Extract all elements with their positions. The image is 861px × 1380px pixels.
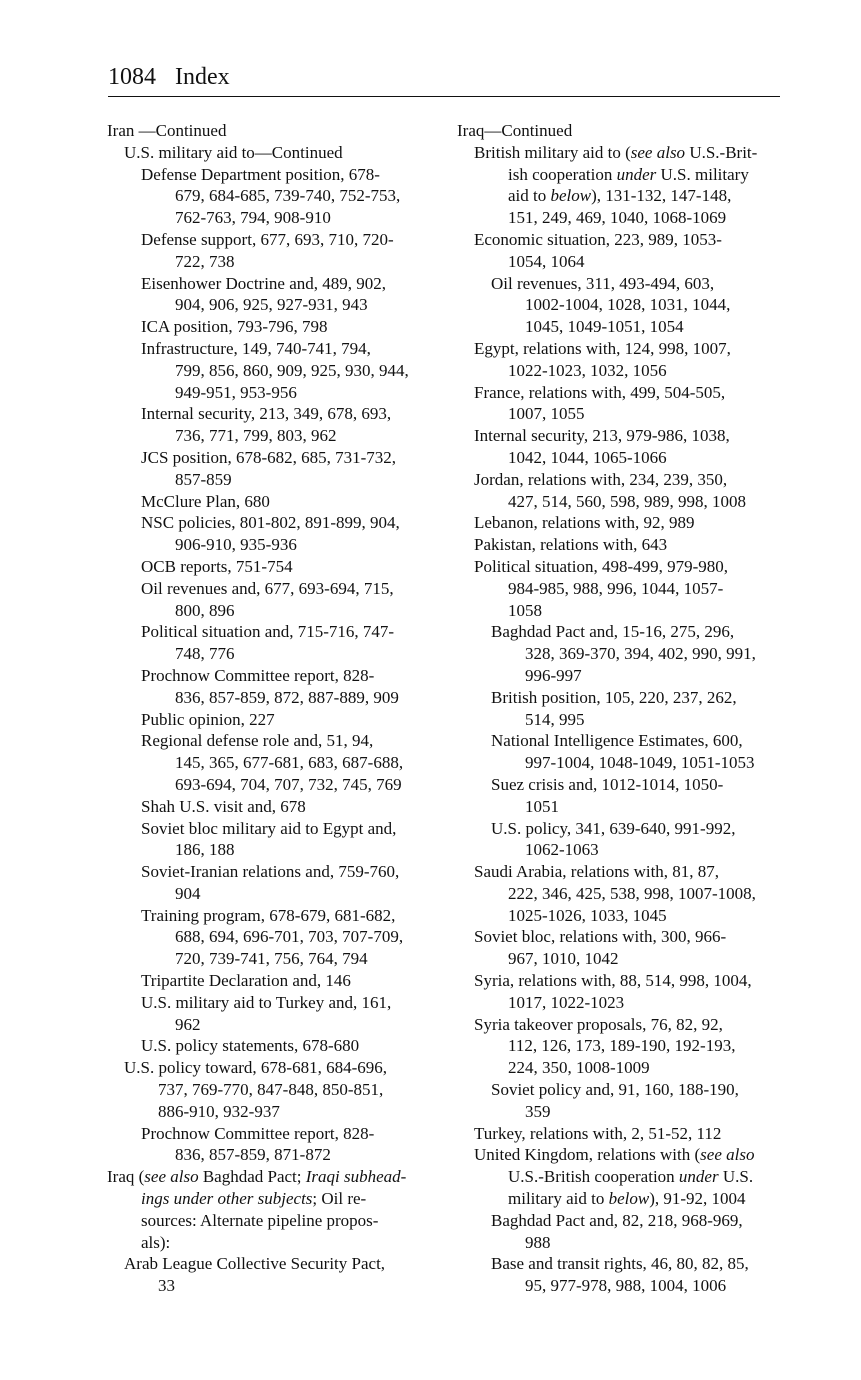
entry-heading-line: Egypt, relations with, 124, 998, 1007, <box>474 338 731 358</box>
entry-continuation-line: ings under other subjects; Oil re- <box>141 1189 367 1209</box>
index-entry <box>457 1144 787 1209</box>
entry-heading-line: Base and transit rights, 46, 80, 82, 85, <box>491 1254 749 1274</box>
entry-continuation-line: 857-859 <box>175 469 232 489</box>
entry-continuation-line: 762-763, 794, 908-910 <box>175 208 331 228</box>
entry-continuation-line: 1002-1004, 1028, 1031, 1044, <box>525 295 731 315</box>
entry-continuation-line: 1058 <box>508 600 542 620</box>
entry-heading-line: Lebanon, relations with, 92, 989 <box>474 513 695 533</box>
index-entry <box>107 796 447 818</box>
entry-heading-line: ICA position, 793-796, 798 <box>141 317 328 337</box>
entry-heading-line: British military aid to (see also U.S.-Brit- <box>474 142 758 162</box>
index-entry <box>457 926 787 970</box>
entry-heading-line: United Kingdom, relations with (see also <box>474 1145 755 1165</box>
page-header <box>108 64 780 97</box>
entry-heading-line: Jordan, relations with, 234, 239, 350, <box>474 469 728 489</box>
entry-continuation-line: 427, 514, 560, 598, 989, 998, 1008 <box>508 491 746 511</box>
index-entry <box>457 512 787 534</box>
entry-heading-line: Defense Department position, 678- <box>141 164 380 184</box>
index-entry <box>107 316 447 338</box>
entry-continuation-line: 1051 <box>525 796 559 816</box>
entry-heading-line: Political situation, 498-499, 979-980, <box>474 556 729 576</box>
index-entry <box>107 905 447 970</box>
entry-continuation-line: 904, 906, 925, 927-931, 943 <box>175 295 368 315</box>
entry-heading-line: Soviet-Iranian relations and, 759-760, <box>141 862 400 882</box>
entry-continuation-line: U.S.-British cooperation under U.S. <box>508 1167 754 1187</box>
entry-heading-line: Arab League Collective Security Pact, <box>124 1254 386 1274</box>
entry-continuation-line: 33 <box>158 1276 175 1296</box>
page-number: 1084 <box>108 64 156 90</box>
entry-continuation-line: 984-985, 988, 996, 1044, 1057- <box>508 578 724 598</box>
index-entry <box>107 1253 447 1297</box>
entry-continuation-line: 836, 857-859, 872, 887-889, 909 <box>175 687 399 707</box>
index-entry <box>107 142 447 164</box>
entry-continuation-line: 693-694, 704, 707, 732, 745, 769 <box>175 774 402 794</box>
entry-heading-line: Baghdad Pact and, 15-16, 275, 296, <box>491 622 735 642</box>
entry-continuation-line: 799, 856, 860, 909, 925, 930, 944, <box>175 360 409 380</box>
index-entry <box>457 861 787 926</box>
entry-continuation-line: 186, 188 <box>175 840 235 860</box>
index-entry <box>457 1123 787 1145</box>
index-entry <box>107 229 447 273</box>
entry-heading-line: Defense support, 677, 693, 710, 720- <box>141 229 394 249</box>
entry-heading-line: NSC policies, 801-802, 891-899, 904, <box>141 513 400 533</box>
entry-heading-line: JCS position, 678-682, 685, 731-732, <box>141 447 397 467</box>
index-column-right <box>457 120 787 1297</box>
index-entry <box>457 229 787 273</box>
entry-continuation-line: 359 <box>525 1101 551 1121</box>
entry-continuation-line: 1042, 1044, 1065-1066 <box>508 447 667 467</box>
entry-continuation-line: 737, 769-770, 847-848, 850-851, <box>158 1080 384 1100</box>
entry-continuation-line: 904 <box>175 883 201 903</box>
index-entry <box>457 142 787 229</box>
entry-continuation-line: 906-910, 935-936 <box>175 535 297 555</box>
entry-heading-line: Internal security, 213, 349, 678, 693, <box>141 404 392 424</box>
entry-heading-line: Eisenhower Doctrine and, 489, 902, <box>141 273 387 293</box>
entry-heading-line: Prochnow Committee report, 828- <box>141 1123 375 1143</box>
entry-continuation-line: 688, 694, 696-701, 703, 707-709, <box>175 927 404 947</box>
entry-continuation-line: military aid to below), 91-92, 1004 <box>508 1189 746 1209</box>
entry-continuation-line: 1045, 1049-1051, 1054 <box>525 317 684 337</box>
index-entry <box>107 621 447 665</box>
entry-continuation-line: 1007, 1055 <box>508 404 585 424</box>
entry-heading-line: Tripartite Declaration and, 146 <box>141 971 351 991</box>
index-entry <box>107 447 447 491</box>
entry-heading-line: Economic situation, 223, 989, 1053- <box>474 229 722 249</box>
index-entry <box>457 621 787 686</box>
index-entry <box>457 534 787 556</box>
entry-continuation-line: ish cooperation under U.S. military <box>508 164 749 184</box>
entry-heading-line: U.S. military aid to—Continued <box>124 142 343 162</box>
entry-continuation-line: 722, 738 <box>175 251 235 271</box>
entry-continuation-line: 514, 995 <box>525 709 585 729</box>
entry-continuation-line: 328, 369-370, 394, 402, 990, 991, <box>525 644 756 664</box>
index-entry <box>107 120 447 142</box>
entry-continuation-line: 222, 346, 425, 538, 998, 1007-1008, <box>508 883 756 903</box>
entry-heading-line: Public opinion, 227 <box>141 709 275 729</box>
index-entry <box>457 382 787 426</box>
index-entry <box>107 730 447 795</box>
entry-continuation-line: 997-1004, 1048-1049, 1051-1053 <box>525 753 755 773</box>
entry-continuation-line: 1022-1023, 1032, 1056 <box>508 360 667 380</box>
index-entry <box>457 818 787 862</box>
index-entry <box>107 273 447 317</box>
entry-heading-line: Soviet policy and, 91, 160, 188-190, <box>491 1080 739 1100</box>
entry-continuation-line: 145, 365, 677-681, 683, 687-688, <box>175 753 404 773</box>
entry-continuation-line: 720, 739-741, 756, 764, 794 <box>175 949 368 969</box>
entry-heading-line: Soviet bloc military aid to Egypt and, <box>141 818 397 838</box>
index-entry <box>107 709 447 731</box>
index-entry <box>107 578 447 622</box>
index-entry <box>107 1123 447 1167</box>
index-entry <box>457 687 787 731</box>
entry-continuation-line: sources: Alternate pipeline propos- <box>141 1210 379 1230</box>
index-entry <box>457 1014 787 1079</box>
entry-heading-line: Turkey, relations with, 2, 51-52, 112 <box>474 1123 722 1143</box>
entry-heading-line: France, relations with, 499, 504-505, <box>474 382 726 402</box>
index-entry <box>107 338 447 403</box>
index-entry <box>457 120 787 142</box>
entry-continuation-line: 967, 1010, 1042 <box>508 949 619 969</box>
entry-heading-line: Pakistan, relations with, 643 <box>474 535 668 555</box>
entry-continuation-line: 800, 896 <box>175 600 235 620</box>
index-entry <box>457 338 787 382</box>
entry-heading-line: Soviet bloc, relations with, 300, 966- <box>474 927 727 947</box>
entry-continuation-line: 736, 771, 799, 803, 962 <box>175 426 337 446</box>
entry-continuation-line: aid to below), 131-132, 147-148, <box>508 186 732 206</box>
entry-continuation-line: 112, 126, 173, 189-190, 192-193, <box>508 1036 736 1056</box>
index-entry <box>107 164 447 229</box>
index-entry <box>457 556 787 621</box>
index-entry <box>457 730 787 774</box>
entry-heading-line: Syria, relations with, 88, 514, 998, 1004, <box>474 971 752 991</box>
entry-continuation-line: 1017, 1022-1023 <box>508 992 625 1012</box>
entry-heading-line: Iraq (see also Baghdad Pact; Iraqi subhead- <box>107 1167 407 1187</box>
entry-continuation-line: 1062-1063 <box>525 840 599 860</box>
entry-heading-line: Iraq—Continued <box>457 121 573 140</box>
entry-heading-line: Iran —Continued <box>107 121 227 140</box>
index-entry <box>457 1079 787 1123</box>
entry-heading-line: Political situation and, 715-716, 747- <box>141 622 395 642</box>
entry-continuation-line: 679, 684-685, 739-740, 752-753, <box>175 186 401 206</box>
entry-continuation-line: 95, 977-978, 988, 1004, 1006 <box>525 1276 727 1296</box>
index-entry <box>457 425 787 469</box>
entry-heading-line: Training program, 678-679, 681-682, <box>141 905 396 925</box>
entry-continuation-line: 988 <box>525 1232 551 1252</box>
entry-continuation-line: 224, 350, 1008-1009 <box>508 1058 650 1078</box>
entry-heading-line: Syria takeover proposals, 76, 82, 92, <box>474 1014 723 1034</box>
entry-continuation-line: 886-910, 932-937 <box>158 1101 280 1121</box>
index-entry <box>457 273 787 338</box>
index-entry <box>457 774 787 818</box>
index-entry <box>107 556 447 578</box>
entry-heading-line: Oil revenues and, 677, 693-694, 715, <box>141 578 394 598</box>
entry-heading-line: Infrastructure, 149, 740-741, 794, <box>141 338 371 358</box>
index-entry <box>107 970 447 992</box>
entry-continuation-line: als): <box>141 1232 171 1252</box>
entry-continuation-line: 748, 776 <box>175 644 235 664</box>
entry-heading-line: Baghdad Pact and, 82, 218, 968-969, <box>491 1210 743 1230</box>
entry-continuation-line: 151, 249, 469, 1040, 1068-1069 <box>508 208 727 228</box>
index-entry <box>107 491 447 513</box>
entry-heading-line: U.S. military aid to Turkey and, 161, <box>141 992 392 1012</box>
entry-continuation-line: 1054, 1064 <box>508 251 585 271</box>
entry-heading-line: OCB reports, 751-754 <box>141 556 293 576</box>
entry-continuation-line: 1025-1026, 1033, 1045 <box>508 905 667 925</box>
entry-heading-line: Internal security, 213, 979-986, 1038, <box>474 426 730 446</box>
index-entry <box>457 970 787 1014</box>
index-entry <box>107 512 447 556</box>
entry-heading-line: U.S. policy toward, 678-681, 684-696, <box>124 1058 388 1078</box>
entry-continuation-line: 996-997 <box>525 665 582 685</box>
index-entry <box>107 1166 447 1253</box>
entry-heading-line: National Intelligence Estimates, 600, <box>491 731 743 751</box>
index-entry <box>457 1210 787 1254</box>
entry-continuation-line: 949-951, 953-956 <box>175 382 297 402</box>
entry-heading-line: U.S. policy, 341, 639-640, 991-992, <box>491 818 736 838</box>
page-title: Index <box>175 64 230 90</box>
entry-heading-line: Saudi Arabia, relations with, 81, 87, <box>474 862 720 882</box>
entry-heading-line: British position, 105, 220, 237, 262, <box>491 687 737 707</box>
index-entry <box>457 469 787 513</box>
index-entry <box>457 1253 787 1297</box>
entry-heading-line: Prochnow Committee report, 828- <box>141 665 375 685</box>
entry-heading-line: U.S. policy statements, 678-680 <box>141 1036 360 1056</box>
entry-heading-line: McClure Plan, 680 <box>141 491 270 511</box>
index-entry <box>107 861 447 905</box>
entry-heading-line: Oil revenues, 311, 493-494, 603, <box>491 273 715 293</box>
index-entry <box>107 1035 447 1057</box>
entry-continuation-line: 836, 857-859, 871-872 <box>175 1145 331 1165</box>
index-column-left <box>107 120 447 1297</box>
index-entry <box>107 665 447 709</box>
entry-heading-line: Suez crisis and, 1012-1014, 1050- <box>491 774 724 794</box>
entry-continuation-line: 962 <box>175 1014 201 1034</box>
index-entry <box>107 1057 447 1122</box>
entry-heading-line: Shah U.S. visit and, 678 <box>141 796 306 816</box>
entry-heading-line: Regional defense role and, 51, 94, <box>141 731 374 751</box>
index-entry <box>107 818 447 862</box>
index-entry <box>107 403 447 447</box>
index-entry <box>107 992 447 1036</box>
